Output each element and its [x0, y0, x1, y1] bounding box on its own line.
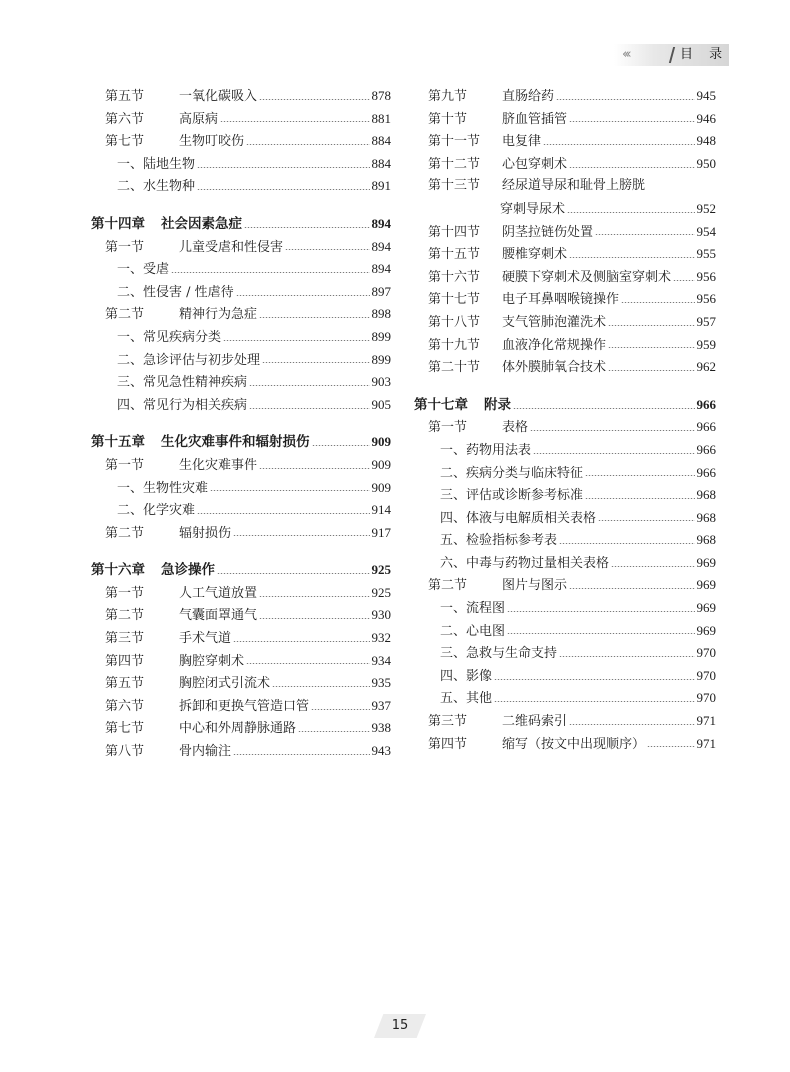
toc-entry-title: 中心和外周静脉通路: [179, 721, 297, 737]
toc-subentry[interactable]: [414, 552, 716, 575]
toc-page-number: 930: [371, 607, 391, 623]
toc-entry-number: 第六节: [105, 698, 145, 714]
dot-leader: [608, 347, 694, 348]
toc-entry-title: 胸腔闭式引流术: [179, 676, 271, 692]
dot-leader: [494, 701, 694, 702]
toc-page-number: 956: [696, 268, 716, 284]
dot-leader: [569, 724, 694, 725]
toc-page-number: 894: [371, 261, 391, 277]
dot-leader: [272, 686, 369, 687]
dot-leader: [197, 189, 369, 190]
toc-entry-title: 受虐: [143, 262, 170, 278]
toc-page-number: 917: [371, 524, 391, 540]
dot-leader: [598, 520, 694, 521]
toc-entry-number: 第一节: [105, 239, 145, 255]
toc-section-entry[interactable]: [91, 717, 391, 740]
toc-entry-title: 高原病: [179, 111, 219, 127]
toc-page-number: 925: [371, 584, 391, 600]
toc-entry-number: 第十三节: [428, 178, 481, 194]
dot-leader: [556, 99, 694, 100]
toc-entry-number: 一、: [117, 480, 144, 496]
dot-leader: [621, 302, 694, 303]
toc-entry-title: 体液与电解质相关表格: [466, 510, 597, 526]
toc-page-number: 968: [696, 509, 716, 525]
toc-page-number: 970: [696, 645, 716, 661]
toc-subentry[interactable]: [91, 499, 391, 522]
toc-entry-title: 腰椎穿刺术: [502, 247, 568, 263]
dot-leader: [585, 475, 694, 476]
toc-entry-number: 第十九节: [428, 337, 481, 353]
toc-entry-number: 二、: [117, 284, 144, 300]
toc-entry-number: 第十四节: [428, 224, 481, 240]
toc-entry-number: 第十八节: [428, 314, 481, 330]
toc-entry-title: 辐射损伤: [179, 525, 232, 541]
toc-entry-number: 第十六节: [428, 269, 481, 285]
toc-section-entry[interactable]: [414, 311, 716, 334]
dot-leader: [197, 167, 369, 168]
dot-leader: [285, 249, 369, 250]
toc-entry-number: 第十节: [428, 111, 468, 127]
toc-subentry[interactable]: [414, 620, 716, 643]
toc-page-number: 905: [371, 396, 391, 412]
toc-entry-number: 二、: [440, 623, 467, 639]
toc-page-number: 937: [371, 697, 391, 713]
toc-entry-title: 表格: [502, 420, 529, 436]
toc-entry-number: 第二十节: [428, 360, 481, 376]
toc-entry-number: 第五节: [105, 89, 145, 104]
toc-page-number: 903: [371, 374, 391, 390]
toc-chapter-entry[interactable]: [91, 559, 391, 582]
toc-entry-title: 缩写（按文中出现顺序）: [502, 736, 646, 752]
dot-leader: [262, 362, 369, 363]
toc-page-number: 943: [371, 743, 391, 759]
toc-subentry[interactable]: [414, 687, 716, 710]
toc-entry-number: 第十一节: [428, 134, 481, 150]
toc-entry-number: 第四节: [105, 653, 145, 669]
toc-entry-title: 急救与生命支持: [466, 646, 558, 662]
toc-entry-number: 第一节: [105, 457, 145, 473]
toc-entry-number: 第三节: [105, 631, 145, 647]
toc-section-entry[interactable]: [91, 740, 391, 763]
toc-page-number: 898: [371, 306, 391, 322]
toc-page-number: 932: [371, 630, 391, 646]
toc-page-number: 971: [696, 735, 716, 751]
toc-page-number: 884: [371, 133, 391, 149]
toc-page-number: 946: [696, 110, 716, 126]
toc-subentry[interactable]: [91, 477, 391, 500]
toc-entry-title: 药物用法表: [466, 442, 532, 458]
dot-leader: [611, 566, 694, 567]
toc-entry-title: 附录: [484, 396, 511, 413]
toc-subentry[interactable]: [414, 597, 716, 620]
toc-entry-title: 精神行为急症: [179, 307, 258, 323]
toc-page-number: 952: [696, 200, 716, 216]
toc-page-number: 966: [696, 464, 716, 480]
toc-page-number: 914: [371, 502, 391, 518]
toc-page-number: 971: [696, 713, 716, 729]
toc-page-number: 966: [696, 441, 716, 457]
toc-entry-title: 生化灾难事件和辐射损伤: [161, 434, 310, 451]
dot-leader: [236, 295, 370, 296]
toc-entry-title: 手术气道: [179, 631, 232, 647]
toc-section-entry[interactable]: [91, 454, 391, 477]
toc-entry-number: 三、: [440, 488, 467, 504]
toc-subentry[interactable]: [414, 439, 716, 462]
toc-subentry[interactable]: [91, 153, 391, 176]
toc-page-number: 909: [371, 456, 391, 472]
toc-entry-title: 生化灾难事件: [179, 457, 258, 473]
toc-section-entry[interactable]: [91, 672, 391, 695]
dot-leader: [530, 430, 694, 431]
dot-leader: [233, 641, 369, 642]
toc-page-number: 969: [696, 622, 716, 638]
toc-entry-title: 一氧化碳吸入: [179, 89, 258, 104]
dot-leader: [259, 99, 369, 100]
toc-subentry[interactable]: [91, 175, 391, 198]
toc-entry-title: 性侵害 / 性虐待: [143, 284, 234, 300]
dot-leader: [223, 340, 369, 341]
toc-entry-title: 二维码索引: [502, 714, 568, 730]
toc-entry-title: 急诊评估与初步处理: [143, 352, 261, 368]
dot-leader: [608, 370, 694, 371]
toc-entry-title: 支气管肺泡灌洗术: [502, 314, 607, 330]
toc-left-column: [91, 85, 391, 763]
toc-entry-number: 五、: [440, 533, 467, 549]
toc-section-entry[interactable]: [91, 650, 391, 673]
toc-entry-number: 二、: [117, 503, 144, 519]
toc-entry-number: 五、: [440, 691, 467, 707]
toc-entry-number: 一、: [440, 442, 467, 458]
toc-section-entry[interactable]: [91, 522, 391, 545]
toc-section-entry[interactable]: [414, 288, 716, 311]
dot-leader: [673, 280, 694, 281]
toc-entry-number: 第五节: [105, 676, 145, 692]
page-title: 目 录: [680, 47, 729, 62]
toc-entry-number: 第十七节: [428, 292, 481, 308]
toc-page-number: 969: [696, 554, 716, 570]
toc-page-number: 894: [371, 215, 391, 231]
toc-page-number: 897: [371, 283, 391, 299]
dot-leader: [494, 679, 694, 680]
toc-entry-number: 第七节: [105, 134, 145, 150]
toc-entry-title: 硬膜下穿刺术及侧脑室穿刺术: [502, 269, 672, 285]
toc-page-number: 948: [696, 133, 716, 149]
dot-leader: [312, 445, 370, 446]
toc-page-number: 954: [696, 223, 716, 239]
dot-leader: [259, 468, 369, 469]
toc-page-number: 969: [696, 577, 716, 593]
toc-entry-number: 第六节: [105, 111, 145, 127]
toc-entry-title: 影像: [466, 668, 493, 684]
toc-page-number: 935: [371, 675, 391, 691]
toc-entry-number: 四、: [117, 397, 144, 413]
toc-section-entry[interactable]: [414, 334, 716, 357]
toc-subentry[interactable]: [91, 258, 391, 281]
toc-subentry[interactable]: [414, 642, 716, 665]
toc-entry-title: 心电图: [466, 623, 506, 639]
toc-chapter-entry[interactable]: [91, 213, 391, 236]
toc-entry-number: 第十五节: [428, 247, 481, 263]
toc-entry-number: 第二节: [105, 525, 145, 541]
toc-entry-number: 一、: [117, 329, 144, 345]
toc-entry-title: 脐血管插管: [502, 111, 568, 127]
toc-entry-title: 体外膜肺氧合技术: [502, 360, 607, 376]
toc-entry-title: 直肠给药: [502, 89, 555, 104]
toc-entry-number: 第十四章: [91, 215, 145, 232]
toc-entry-title: 骨内输注: [179, 744, 232, 760]
dot-leader: [249, 408, 369, 409]
dot-leader: [569, 588, 694, 589]
toc-subentry[interactable]: [91, 394, 391, 417]
toc-subentry[interactable]: [414, 462, 716, 485]
toc-subentry[interactable]: [91, 326, 391, 349]
toc-page-number: 909: [371, 479, 391, 495]
page-number: 15: [391, 1018, 409, 1033]
toc-entry-title: 胸腔穿刺术: [179, 653, 245, 669]
toc-entry-number: 四、: [440, 668, 467, 684]
dot-leader: [249, 385, 369, 386]
toc-section-entry[interactable]: [414, 130, 716, 153]
toc-entry-title: 其他: [466, 691, 493, 707]
toc-page-number: 966: [696, 396, 716, 412]
toc-entry-title: 拆卸和更换气管造口管: [179, 698, 310, 714]
toc-entry-number: 第八节: [105, 744, 145, 760]
toc-entry-title: 心包穿刺术: [502, 156, 568, 172]
dot-leader: [567, 212, 694, 213]
toc-entry-number: 三、: [440, 646, 467, 662]
toc-section-entry[interactable]: [414, 710, 716, 733]
toc-subentry[interactable]: [414, 507, 716, 530]
toc-entry-number: 第二节: [105, 608, 145, 624]
toc-entry-title: 图片与图示: [502, 578, 568, 594]
toc-section-entry[interactable]: [414, 416, 716, 439]
toc-entry-number: 第十六章: [91, 562, 145, 579]
toc-page-number: 970: [696, 667, 716, 683]
toc-page-number: 884: [371, 155, 391, 171]
dot-leader: [595, 234, 694, 235]
dot-leader: [246, 663, 369, 664]
dot-leader: [217, 573, 370, 574]
toc-entry-title: 评估或诊断参考标准: [466, 488, 584, 504]
toc-section-entry[interactable]: [91, 130, 391, 153]
toc-page-number: 968: [696, 487, 716, 503]
toc-entry-title: 常见急性精神疾病: [143, 375, 248, 391]
toc-entry-number: 第一节: [428, 420, 468, 436]
toc-subentry[interactable]: [91, 371, 391, 394]
toc-subentry[interactable]: [91, 349, 391, 372]
toc-entry-number: 四、: [440, 510, 467, 526]
toc-section-entry[interactable]: [414, 221, 716, 244]
dot-leader: [244, 227, 370, 228]
toc-right-column: [414, 85, 716, 755]
chevron-left-icon: ‹‹‹: [622, 47, 629, 62]
toc-entry-title: 陆地生物: [143, 156, 196, 172]
toc-entry-title: 阴茎拉链伤处置: [502, 224, 594, 240]
toc-section-entry[interactable]: [414, 198, 716, 221]
dot-leader: [569, 257, 694, 258]
toc-page-number: 881: [371, 110, 391, 126]
toc-entry-number: 第一节: [105, 585, 145, 601]
toc-entry-title: 经尿道导尿和耻骨上膀胱: [502, 178, 646, 194]
toc-section-entry[interactable]: [414, 153, 716, 176]
toc-entry-number: 第十五章: [91, 434, 145, 451]
toc-entry-number: 第十二节: [428, 156, 481, 172]
toc-entry-number: 第二节: [428, 578, 468, 594]
toc-section-entry[interactable]: [91, 85, 391, 108]
toc-subentry[interactable]: [414, 484, 716, 507]
toc-entry-title: 常见行为相关疾病: [143, 397, 248, 413]
toc-section-entry[interactable]: [414, 356, 716, 379]
toc-section-entry[interactable]: [91, 108, 391, 131]
toc-entry-number: 一、: [117, 262, 144, 278]
toc-section-entry[interactable]: [414, 85, 716, 108]
toc-page-number: 925: [371, 562, 391, 578]
toc-entry-title: 人工气道放置: [179, 585, 258, 601]
dot-leader: [220, 121, 369, 122]
toc-section-entry[interactable]: [91, 236, 391, 259]
toc-section-entry[interactable]: [414, 574, 716, 597]
toc-entry-title: 流程图: [466, 601, 506, 617]
toc-section-entry[interactable]: [91, 695, 391, 718]
toc-page-number: 938: [371, 720, 391, 736]
toc-entry-number: 一、: [440, 601, 467, 617]
toc-entry-number: 二、: [117, 179, 144, 195]
dot-leader: [197, 513, 369, 514]
toc-entry-number: 三、: [117, 375, 144, 391]
toc-entry-title: 疾病分类与临床特征: [466, 465, 584, 481]
toc-entry-number: 六、: [440, 555, 467, 571]
toc-page-number: 959: [696, 336, 716, 352]
toc-section-entry[interactable]: [414, 733, 716, 756]
toc-section-entry[interactable]: [414, 266, 716, 289]
page-footer: [374, 1014, 426, 1038]
dot-leader: [513, 408, 695, 409]
dot-leader: [246, 144, 369, 145]
dot-leader: [543, 144, 694, 145]
toc-entry-title: 电复律: [502, 134, 542, 150]
dot-leader: [507, 633, 694, 634]
dot-leader: [311, 709, 369, 710]
header-divider: [669, 47, 675, 63]
toc-page-number: 968: [696, 532, 716, 548]
toc-page-number: 970: [696, 690, 716, 706]
toc-page-number: 899: [371, 351, 391, 367]
toc-page-number: 894: [371, 238, 391, 254]
toc-entry-number: 一、: [117, 156, 144, 172]
toc-section-entry[interactable]: [414, 243, 716, 266]
toc-page-number: 969: [696, 600, 716, 616]
toc-entry-title: 电子耳鼻咽喉镜操作: [502, 292, 620, 308]
toc-entry-number: 第十七章: [414, 396, 468, 413]
toc-entry-title: 气囊面罩通气: [179, 608, 258, 624]
toc-subentry[interactable]: [91, 281, 391, 304]
toc-entry-title: 儿童受虐和性侵害: [179, 239, 284, 255]
toc-page-number: 956: [696, 291, 716, 307]
toc-page-number: 891: [371, 178, 391, 194]
toc-entry-title: 中毒与药物过量相关表格: [466, 555, 610, 571]
toc-entry-number: 第七节: [105, 721, 145, 737]
dot-leader: [259, 596, 369, 597]
toc-subentry[interactable]: [414, 665, 716, 688]
toc-entry-title: 生物性灾难: [143, 480, 209, 496]
dot-leader: [585, 498, 694, 499]
toc-section-entry[interactable]: [91, 303, 391, 326]
toc-entry-number: 二、: [117, 352, 144, 368]
dot-leader: [559, 656, 694, 657]
toc-entry-number: 二、: [440, 465, 467, 481]
toc-chapter-entry[interactable]: [414, 394, 716, 417]
toc-page-number: 950: [696, 155, 716, 171]
toc-entry-title: 水生物种: [143, 179, 196, 195]
toc-header-tab: [614, 44, 729, 66]
toc-page-number: 962: [696, 359, 716, 375]
toc-section-entry[interactable]: [91, 627, 391, 650]
toc-page-number: 934: [371, 652, 391, 668]
dot-leader: [298, 731, 369, 732]
toc-page-number: 878: [371, 88, 391, 103]
toc-entry-title: 常见疾病分类: [143, 329, 222, 345]
dot-leader: [233, 535, 369, 536]
toc-section-entry[interactable]: [414, 175, 716, 198]
dot-leader: [259, 618, 369, 619]
toc-entry-number: 第三节: [428, 714, 468, 730]
toc-entry-title: 穿刺导尿术: [500, 201, 566, 217]
toc-entry-title: 化学灾难: [143, 503, 196, 519]
dot-leader: [569, 167, 694, 168]
dot-leader: [233, 754, 369, 755]
toc-page-number: 955: [696, 246, 716, 262]
toc-entry-title: 社会因素急症: [161, 215, 242, 232]
dot-leader: [569, 121, 694, 122]
toc-page-number: 945: [696, 88, 716, 103]
toc-entry-number: 第四节: [428, 736, 468, 752]
toc-page-number: 957: [696, 313, 716, 329]
toc-entry-title: 血液净化常规操作: [502, 337, 607, 353]
toc-page-number: 966: [696, 419, 716, 435]
toc-chapter-entry[interactable]: [91, 431, 391, 454]
toc-entry-title: 生物叮咬伤: [179, 134, 245, 150]
toc-entry-title: 检验指标参考表: [466, 533, 558, 549]
toc-entry-number: 第九节: [428, 89, 468, 104]
dot-leader: [533, 453, 694, 454]
toc-page-number: 899: [371, 328, 391, 344]
dot-leader: [171, 272, 369, 273]
dot-leader: [559, 543, 694, 544]
dot-leader: [259, 317, 369, 318]
toc-entry-title: 急诊操作: [161, 562, 215, 579]
toc-section-entry[interactable]: [414, 108, 716, 131]
toc-entry-number: 第二节: [105, 307, 145, 323]
dot-leader: [608, 325, 694, 326]
dot-leader: [507, 611, 694, 612]
dot-leader: [647, 746, 694, 747]
toc-section-entry[interactable]: [91, 582, 391, 605]
dot-leader: [210, 490, 369, 491]
toc-page-number: 909: [371, 434, 391, 450]
toc-section-entry[interactable]: [91, 604, 391, 627]
toc-subentry[interactable]: [414, 529, 716, 552]
